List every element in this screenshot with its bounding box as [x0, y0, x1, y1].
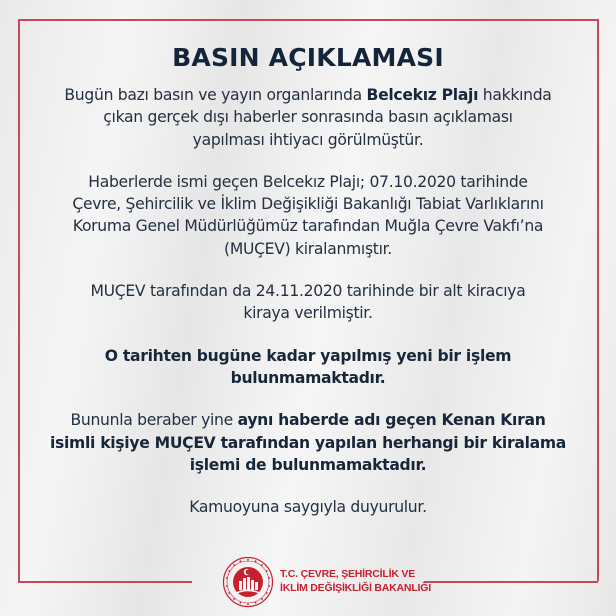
- ministry-logo: [222, 556, 432, 608]
- paragraph-text: Kamuoyuna saygıyla duyurulur.: [189, 498, 427, 517]
- emphasized-text: bulunmamaktadır.: [230, 368, 386, 387]
- frame-border-right: [597, 19, 599, 581]
- paragraph-spacer: [30, 476, 586, 496]
- paragraph-text: Bugün bazı basın ve yayın organlarında: [64, 86, 367, 104]
- emphasized-text: isimli kişiye MUÇEV tarafından yapılan herhangi bir kiralama: [49, 433, 567, 452]
- ministry-name-line1: T.C. ÇEVRE, ŞEHİRCİLİK VE: [280, 568, 416, 580]
- frame-border-left: [18, 19, 20, 581]
- paragraph-text: Haberlerde ismi geçen Belcekız Plajı; 07.10.2020 tarihinde: [88, 172, 528, 191]
- frame-border-top: [18, 19, 598, 21]
- ministry-name-line2: İKLİM DEĞİŞİKLİĞİ BAKANLIĞI: [280, 581, 431, 594]
- paragraph: [30, 84, 586, 151]
- paragraph-text: Çevre, Şehircilik ve İklim Değişikliği Bakanlığı Tabiat Varlıklarını: [72, 195, 544, 214]
- paragraph: [30, 280, 586, 325]
- frame-border-bottom-right: [424, 581, 598, 583]
- emphasized-text: aynı haberde adı geçen Kenan Kıran: [237, 411, 546, 430]
- paragraph: [30, 496, 586, 518]
- emphasized-text: O tarihten bugüne kadar yapılmış yeni bir işlem: [104, 346, 512, 365]
- paragraph: [30, 345, 586, 390]
- ministry-name: [280, 568, 431, 595]
- frame-border-bottom-left: [18, 581, 192, 583]
- press-release-body: [30, 84, 586, 518]
- paragraph-spacer: [30, 151, 586, 171]
- paragraph-text: kiraya verilmiştir.: [243, 304, 373, 323]
- paragraph-text: yapılması ihtiyacı görülmüştür.: [192, 130, 424, 149]
- paragraph: [30, 409, 586, 476]
- emphasized-text: işlemi de bulunmamaktadır.: [189, 455, 427, 474]
- paragraph: [30, 171, 586, 260]
- page-title: BASIN AÇIKLAMASI: [172, 43, 444, 72]
- paragraph-text: (MUÇEV) kiralanmıştır.: [224, 239, 392, 258]
- paragraph-spacer: [30, 325, 586, 345]
- emphasized-text: Belcekız Plajı: [366, 86, 479, 104]
- paragraph-text: Koruma Genel Müdürlüğümüz tarafından Muğla Çevre Vakfı’na: [72, 217, 544, 236]
- ministry-emblem-icon: [222, 556, 274, 608]
- paragraph-text: çıkan gerçek dışı haberler sonrasında basın açıklaması: [103, 108, 513, 127]
- paragraph-spacer: [30, 389, 586, 409]
- paragraph-spacer: [30, 260, 586, 280]
- paragraph-text: Bununla beraber yine: [70, 411, 238, 430]
- paragraph-text: MUÇEV tarafından da 24.11.2020 tarihinde bir alt kiracıya: [90, 282, 526, 301]
- paragraph-text: hakkında: [478, 86, 552, 104]
- press-release: [30, 40, 586, 518]
